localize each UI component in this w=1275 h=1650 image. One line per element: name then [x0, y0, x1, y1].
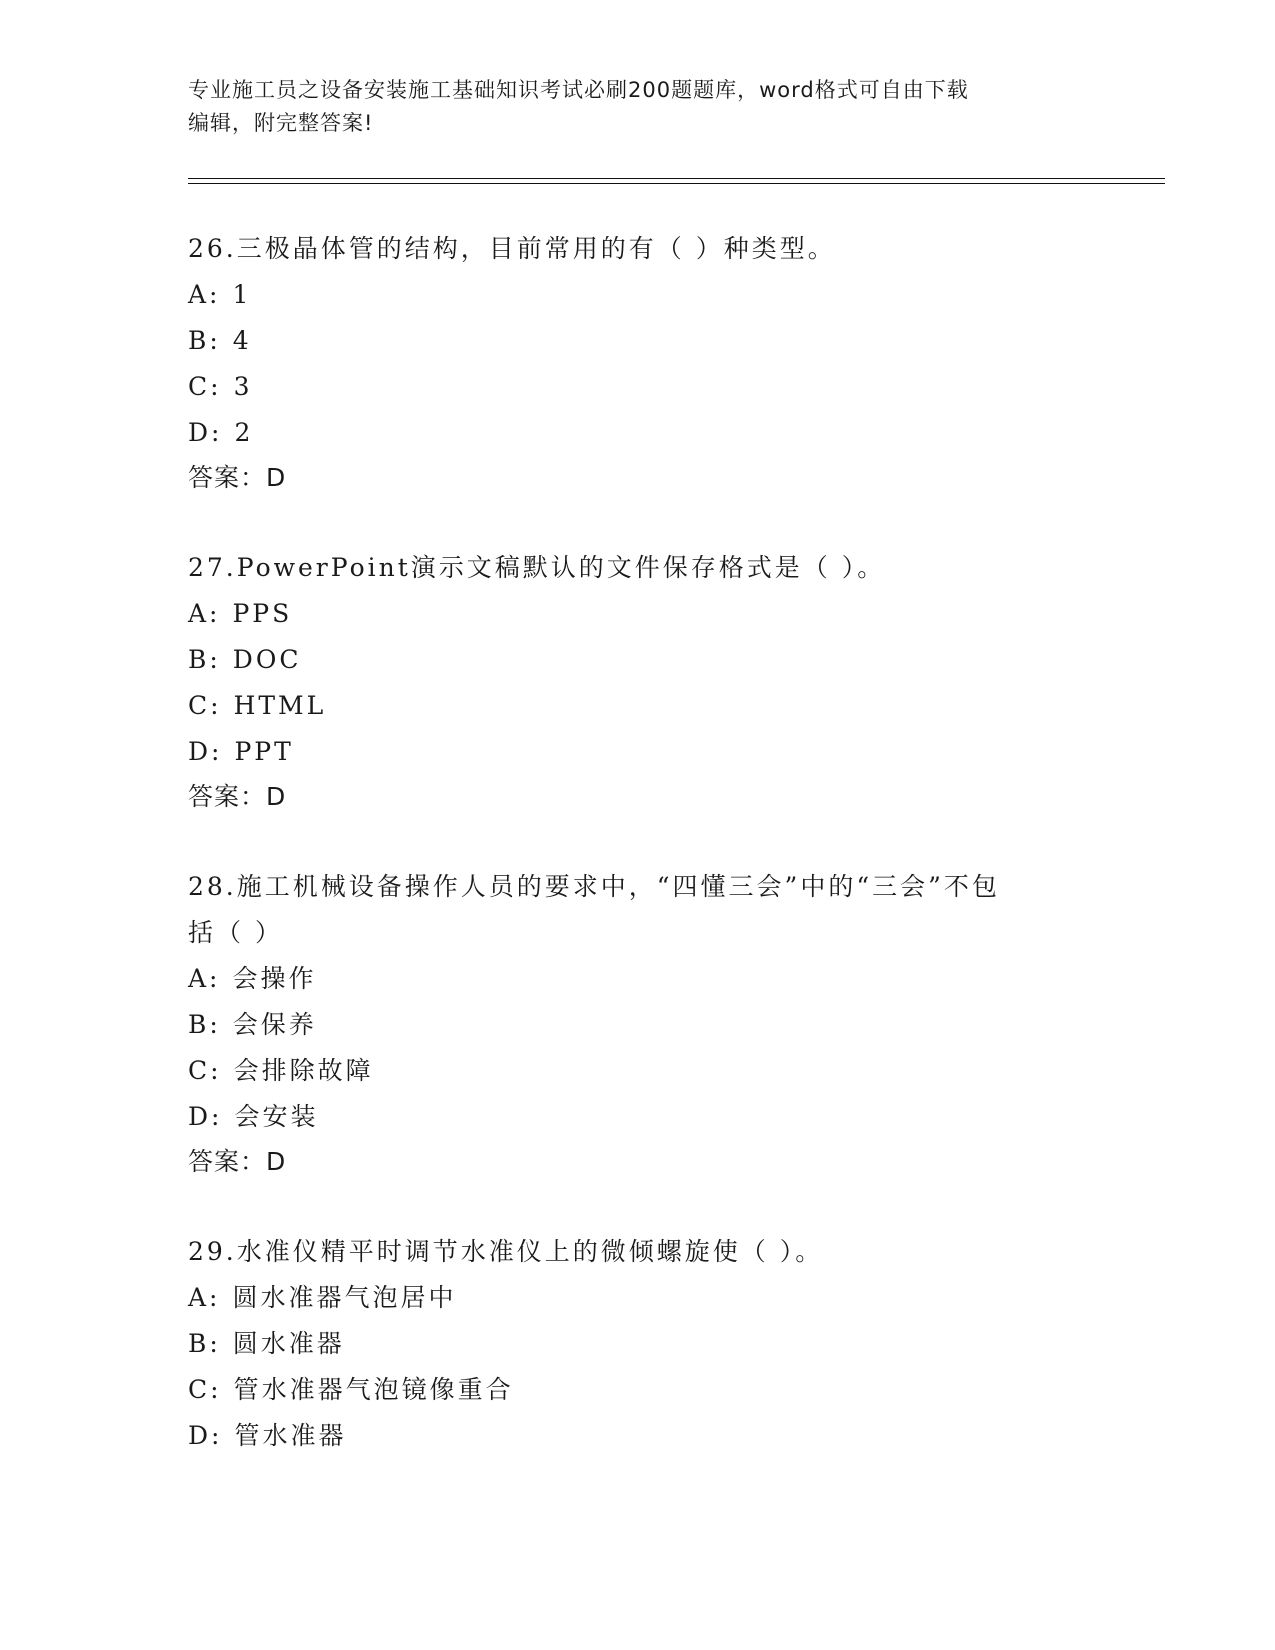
question-title: 26.三极晶体管的结构，目前常用的有（ ）种类型。: [188, 234, 836, 263]
answer: 答案：D: [188, 782, 287, 811]
option-text: 2: [234, 418, 254, 447]
header-line-2: 编辑，附完整答案!: [188, 111, 374, 135]
option-key: B:: [188, 1329, 221, 1358]
option-text: 会保养: [232, 1010, 317, 1039]
option-text: PPS: [232, 599, 293, 628]
option-b: [188, 318, 1088, 364]
question-26: [188, 226, 1088, 500]
option-key: B:: [188, 645, 221, 674]
option-key: C:: [188, 691, 222, 720]
option-key: A:: [188, 1283, 221, 1312]
option-b: [188, 1321, 1088, 1367]
option-text: DOC: [232, 645, 302, 674]
option-text: PPT: [234, 737, 294, 766]
option-key: C:: [188, 372, 222, 401]
document-header: [188, 74, 1068, 140]
question-title: 27.PowerPoint演示文稿默认的文件保存格式是（ ）。: [188, 553, 886, 582]
header-rule-top: [188, 178, 1165, 179]
option-c: [188, 1048, 1088, 1094]
header-rule-bottom: [188, 183, 1165, 184]
option-text: 会操作: [232, 964, 317, 993]
option-key: C:: [188, 1375, 222, 1404]
option-key: A:: [188, 599, 221, 628]
option-key: A:: [188, 964, 221, 993]
option-key: D:: [188, 737, 223, 766]
option-text: 管水准器: [234, 1421, 347, 1450]
question-27: [188, 545, 1088, 819]
option-c: [188, 364, 1088, 410]
option-text: 管水准器气泡镜像重合: [233, 1375, 514, 1404]
question-29: [188, 1229, 1088, 1459]
option-c: [188, 1367, 1088, 1413]
option-key: C:: [188, 1056, 222, 1085]
question-title-continued: 括（ ）: [188, 918, 283, 947]
question-title: 28.施工机械设备操作人员的要求中，“四懂三会”中的“三会”不包: [188, 872, 1000, 901]
option-text: 圆水准器: [232, 1329, 345, 1358]
option-key: D:: [188, 1102, 223, 1131]
option-a: [188, 956, 1088, 1002]
option-key: D:: [188, 418, 223, 447]
question-28: [188, 864, 1088, 1184]
option-key: B:: [188, 1010, 221, 1039]
question-title: 29.水准仪精平时调节水准仪上的微倾螺旋使（ ）。: [188, 1237, 824, 1266]
option-c: [188, 683, 1088, 729]
option-a: [188, 591, 1088, 637]
option-key: D:: [188, 1421, 223, 1450]
option-b: [188, 1002, 1088, 1048]
answer: 答案：D: [188, 1147, 287, 1176]
option-text: 会安装: [234, 1102, 319, 1131]
option-text: 圆水准器气泡居中: [232, 1283, 457, 1312]
option-d: [188, 1094, 1088, 1140]
option-key: B:: [188, 326, 221, 355]
header-line-1: 专业施工员之设备安装施工基础知识考试必刷200题题库，word格式可自由下载: [188, 78, 969, 102]
option-a: [188, 1275, 1088, 1321]
option-a: [188, 272, 1088, 318]
option-text: 1: [232, 280, 252, 309]
option-d: [188, 410, 1088, 456]
option-d: [188, 729, 1088, 775]
option-d: [188, 1413, 1088, 1459]
answer: 答案：D: [188, 463, 287, 492]
option-key: A:: [188, 280, 221, 309]
option-text: 4: [232, 326, 252, 355]
option-text: HTML: [233, 691, 327, 720]
option-text: 会排除故障: [233, 1056, 374, 1085]
option-b: [188, 637, 1088, 683]
option-text: 3: [233, 372, 253, 401]
